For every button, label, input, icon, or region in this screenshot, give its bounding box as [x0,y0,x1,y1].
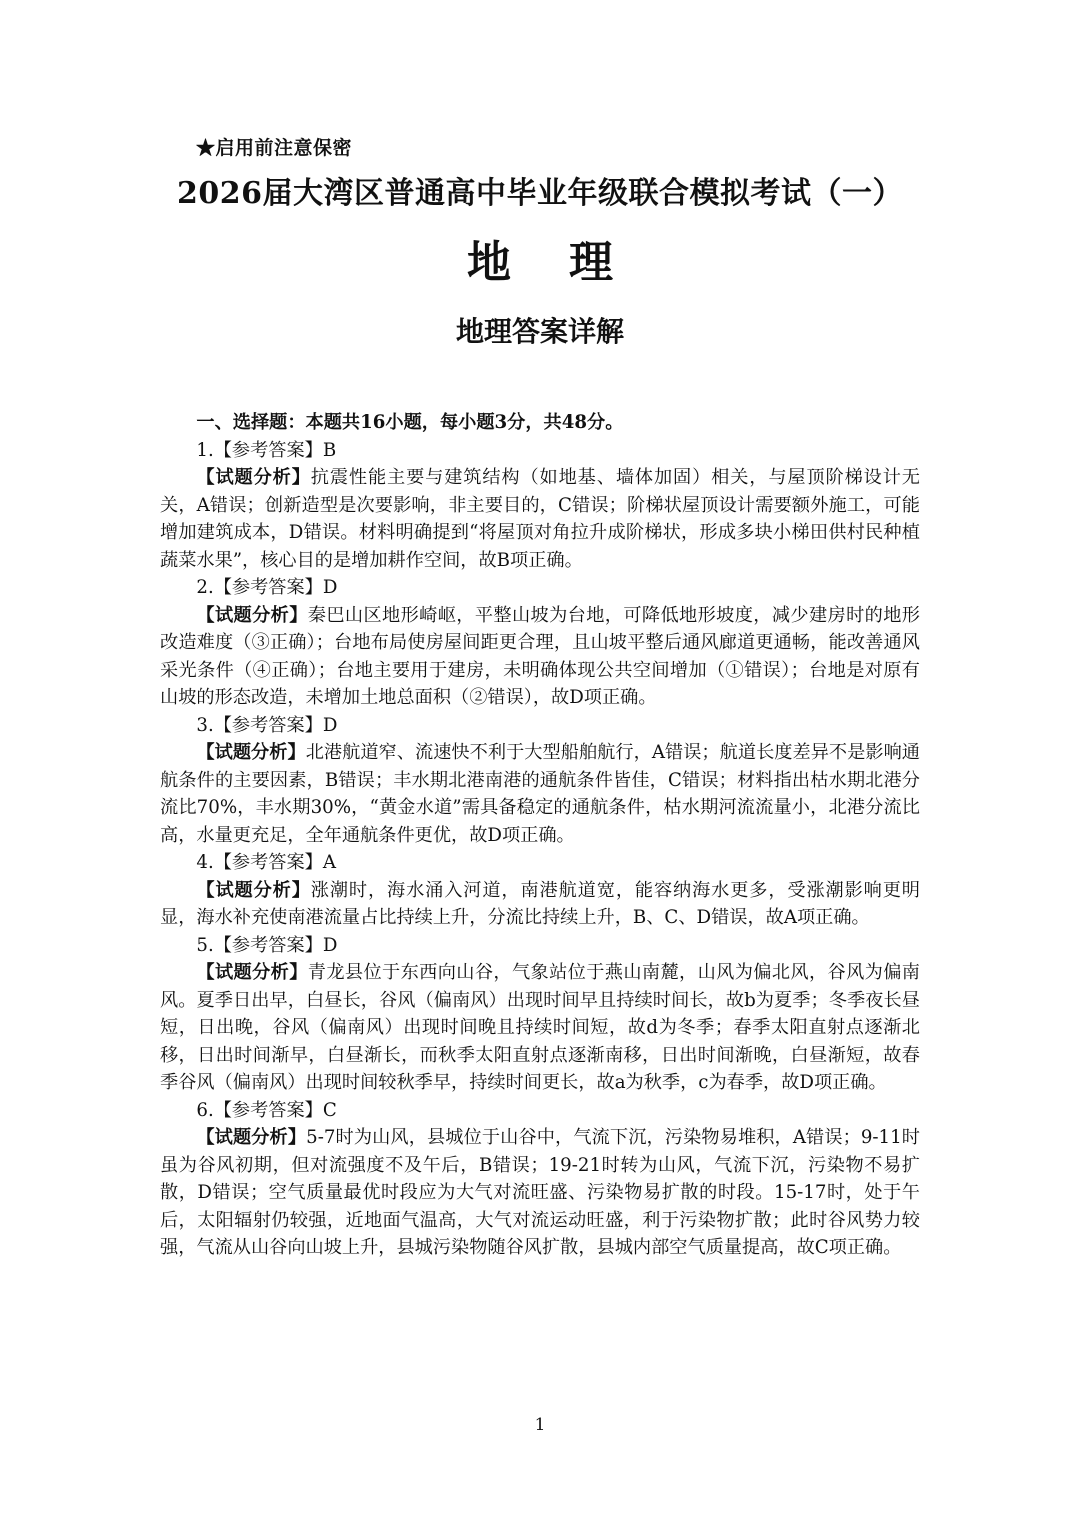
exam-title: 2026届大湾区普通高中毕业年级联合模拟考试（一） [177,176,903,211]
analysis-text: 抗震性能主要与建筑结构（如地基、墙体加固）相关，与屋顶阶梯设计无关，A错误；创新造型是次要影响，非主要目的，C错误；阶梯状屋顶设计需要额外施工，可能增加建筑成本，D错误。材料明确提到“将屋顶对角拉升成阶梯状，形成多块小梯田供村民种植蔬菜水果”，核心目的是增加耕作空间，故B项正确。 [160,467,920,571]
analysis-label: 【试题分析】 [196,604,308,626]
answer-line-5: 5.【参考答案】D [196,934,338,956]
analysis-6 [160,1124,920,1262]
document-title: 地理答案详解 [455,315,624,348]
analysis-label: 【试题分析】 [196,1127,307,1148]
answer-line-4: 4.【参考答案】A [196,852,337,873]
analysis-text: 北港航道窄、流速快不利于大型船舶航行，A错误；航道长度差异不是影响通航条件的主要因素，B错误；丰水期北港南港的通航条件皆佳，C错误；材料指出枯水期北港分流比70%，丰水期30%，“黄金水道”需具备稳定的通航条件，枯水期河流流量小，北港分流比高，水量更充足，全年通航条件更优，故D项正确。 [160,742,920,846]
subject-title [0,226,1080,290]
answer-line-1: 1.【参考答案】B [196,439,337,461]
answer-line-2: 2.【参考答案】D [196,577,338,598]
answer-content [160,409,920,1262]
analysis-label: 【试题分析】 [196,879,311,901]
analysis-2 [160,602,920,712]
analysis-label: 【试题分析】 [196,742,306,763]
analysis-text: 青龙县位于东西向山谷，气象站位于燕山南麓，山风为偏北风，谷风为偏南风。夏季日出早，白昼长，谷风（偏南风）出现时间早且持续时间长，故b为夏季；冬季夜长昼短，日出晚，谷风（偏南风）出现时间晚且持续时间短，故d为冬季；春季太阳直射点逐渐北移，日出时间渐早，白昼渐长，而秋季太阳直射点逐渐南移，日出时间渐晚，白昼渐短，故春季谷风（偏南风）出现时间较秋季早，持续时间更长，故a为秋季，c为春季，故D项正确。 [160,962,920,1093]
analysis-text: 涨潮时，海水涌入河道，南港航道宽，能容纳海水更多，受涨潮影响更明显，海水补充使南港流量占比持续上升，分流比持续上升，B、C、D错误，故A项正确。 [160,879,920,928]
analysis-3 [160,739,920,849]
analysis-text: 秦巴山区地形崎岖，平整山坡为台地，可降低地形坡度，减少建房时的地形改造难度（③正确）；台地布局使房屋间距更合理，且山坡平整后通风廊道更通畅，能改善通风采光条件（④正确）；台地主要用于建房，未明确体现公共空间增加（①错误）；台地是对原有山坡的形态改造，未增加土地总面积（②错误），故D项正确。 [160,604,920,708]
analysis-text: 5-7时为山风，县城位于山谷中，气流下沉，污染物易堆积，A错误；9-11时虽为谷风初期，但对流强度不及午后，B错误；19-21时转为山风，气流下沉，污染物不易扩散，D错误；空气质量最优时段应为大气对流旺盛、污染物易扩散的时段。15-17时，处于午后，太阳辐射仍较强，近地面气温高，大气对流运动旺盛，利于污染物扩散；此时谷风势力较强，气流从山谷向山坡上升，县城污染物随谷风扩散，县城内部空气质量提高，故C项正确。 [160,1127,920,1258]
section-heading: 一、选择题：本题共16小题，每小题3分，共48分。 [196,412,624,433]
answer-line-6: 6.【参考答案】C [196,1099,337,1121]
analysis-1 [160,464,920,574]
analysis-label: 【试题分析】 [196,467,311,488]
subject-char-2: 理 [569,237,613,288]
analysis-5 [160,959,920,1097]
subject-char-1: 地 [467,237,511,288]
answer-line-3: 3.【参考答案】D [196,714,338,736]
confidential-notice: ★启用前注意保密 [196,137,353,159]
analysis-4 [160,877,920,932]
analysis-label: 【试题分析】 [196,962,308,983]
page-number: 1 [534,1415,546,1435]
